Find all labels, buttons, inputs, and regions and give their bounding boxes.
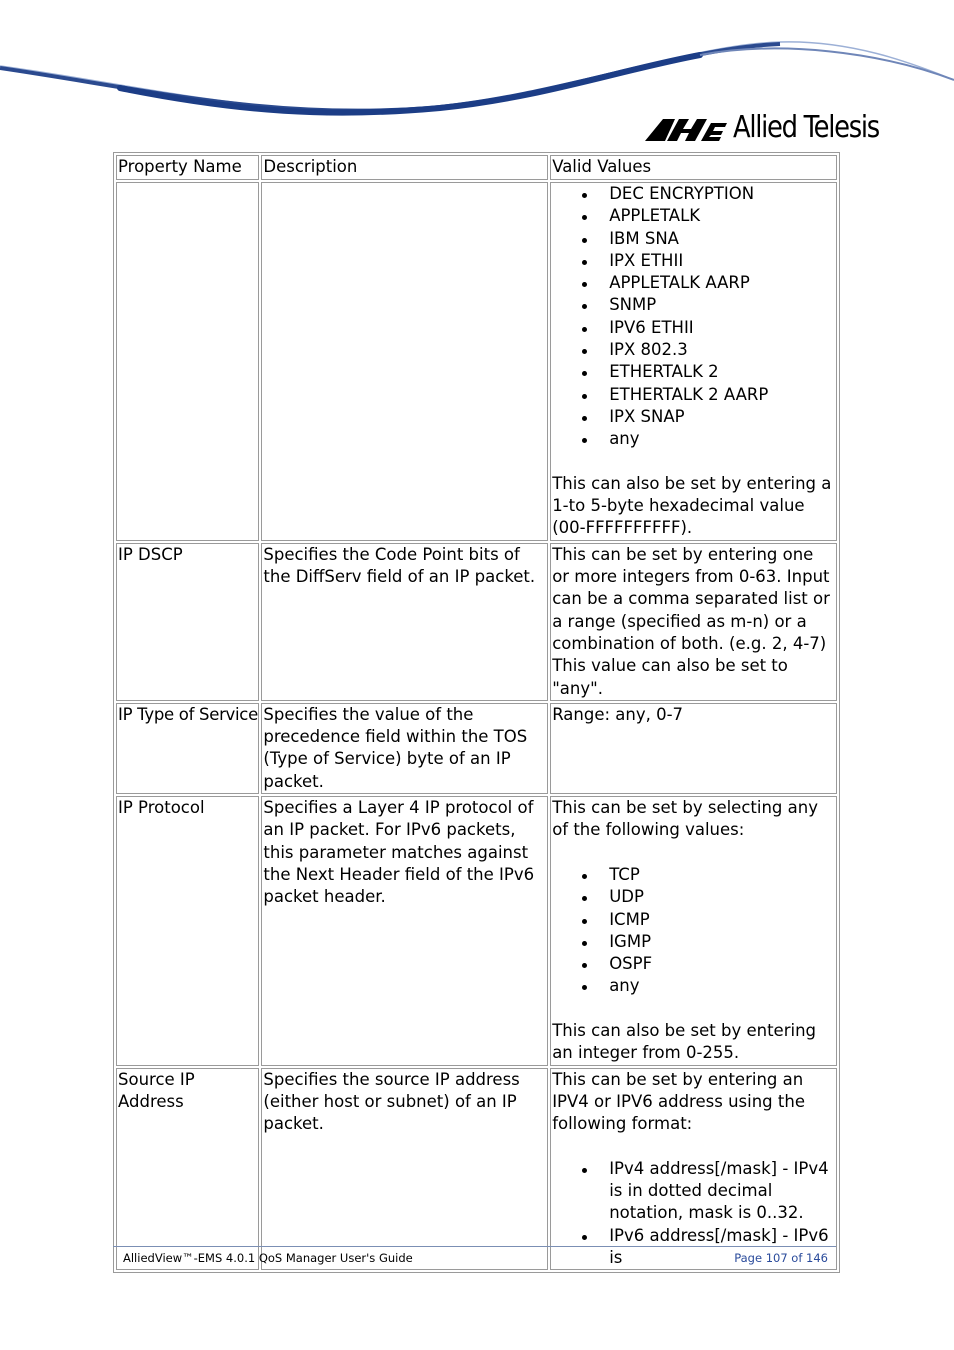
properties-table <box>113 152 840 1273</box>
table-row <box>116 182 837 541</box>
table-header-row <box>116 155 837 180</box>
list-item: TCP <box>552 864 835 886</box>
header-valid-values: Valid Values <box>550 155 837 180</box>
protocol-values-list <box>552 864 835 998</box>
valid-values-cell: This can be set by entering one or more integers from 0-63. Input can be a comma separated list or a range (specified as m-n) or a combination of both. (e.g. 2, 4-7) This value can also be set to "any". <box>550 543 837 701</box>
list-item: any <box>552 428 835 450</box>
list-item: IBM SNA <box>552 228 835 250</box>
header-description: Description <box>261 155 548 180</box>
property-name-cell: IP Type of Service <box>116 703 259 794</box>
footer-page-number: Page 107 of 146 <box>734 1251 828 1265</box>
list-item: IPv4 address[/mask] - IPv4 is in dotted decimal notation, mask is 0..32. <box>552 1158 835 1225</box>
list-item: ICMP <box>552 909 835 931</box>
description-cell <box>261 182 548 541</box>
list-item: UDP <box>552 886 835 908</box>
hex-value-note: This can also be set by entering a 1-to 5-byte hexadecimal value (00-FFFFFFFFFF). <box>552 473 832 538</box>
header-property-name: Property Name <box>116 155 259 180</box>
source-intro: This can be set by entering an IPV4 or IPV6 address using the following format: <box>552 1069 805 1134</box>
valid-values-cell <box>550 182 837 541</box>
description-cell: Specifies the source IP address (either host or subnet) of an IP packet. <box>261 1068 548 1271</box>
list-item: SNMP <box>552 294 835 316</box>
ethertype-values-list <box>552 183 835 451</box>
valid-values-cell <box>550 796 837 1066</box>
description-cell: Specifies the value of the precedence field within the TOS (Type of Service) byte of an IP packet. <box>261 703 548 794</box>
table-row <box>116 1068 837 1271</box>
list-item: IPV6 ETHII <box>552 317 835 339</box>
property-name-cell: IP DSCP <box>116 543 259 701</box>
list-item: ETHERTALK 2 AARP <box>552 384 835 406</box>
protocol-integer-note: This can also be set by entering an integer from 0-255. <box>552 1020 817 1063</box>
list-item: APPLETALK AARP <box>552 272 835 294</box>
footer-rule <box>113 1246 836 1247</box>
table-row <box>116 703 837 794</box>
valid-values-cell: Range: any, 0-7 <box>550 703 837 794</box>
description-cell: Specifies a Layer 4 IP protocol of an IP packet. For IPv6 packets, this parameter matches against the Next Header field of the IPv6 packet header. <box>261 796 548 1066</box>
valid-values-cell <box>550 1068 837 1271</box>
list-item: IPX ETHII <box>552 250 835 272</box>
list-item: any <box>552 975 835 997</box>
list-item: APPLETALK <box>552 205 835 227</box>
brand-name: Allied Telesis <box>733 110 879 145</box>
list-item: IPX SNAP <box>552 406 835 428</box>
property-name-cell: Source IP Address <box>116 1068 259 1271</box>
protocol-intro: This can be set by selecting any of the following values: <box>552 798 818 840</box>
table-row <box>116 796 837 1066</box>
property-name-cell <box>116 182 259 541</box>
description-cell: Specifies the Code Point bits of the DiffServ field of an IP packet. <box>261 543 548 701</box>
allied-telesis-mark-icon <box>645 115 727 141</box>
table-row <box>116 543 837 701</box>
list-item: OSPF <box>552 953 835 975</box>
property-name-cell: IP Protocol <box>116 796 259 1066</box>
brand-logo <box>645 108 903 148</box>
footer-document-title: AlliedView™-EMS 4.0.1 QoS Manager User's Guide <box>123 1251 413 1265</box>
list-item: IPX 802.3 <box>552 339 835 361</box>
list-item: DEC ENCRYPTION <box>552 183 835 205</box>
list-item: IPv6 address[/mask] - IPv6 is <box>552 1225 835 1270</box>
list-item: ETHERTALK 2 <box>552 361 835 383</box>
list-item: IGMP <box>552 931 835 953</box>
